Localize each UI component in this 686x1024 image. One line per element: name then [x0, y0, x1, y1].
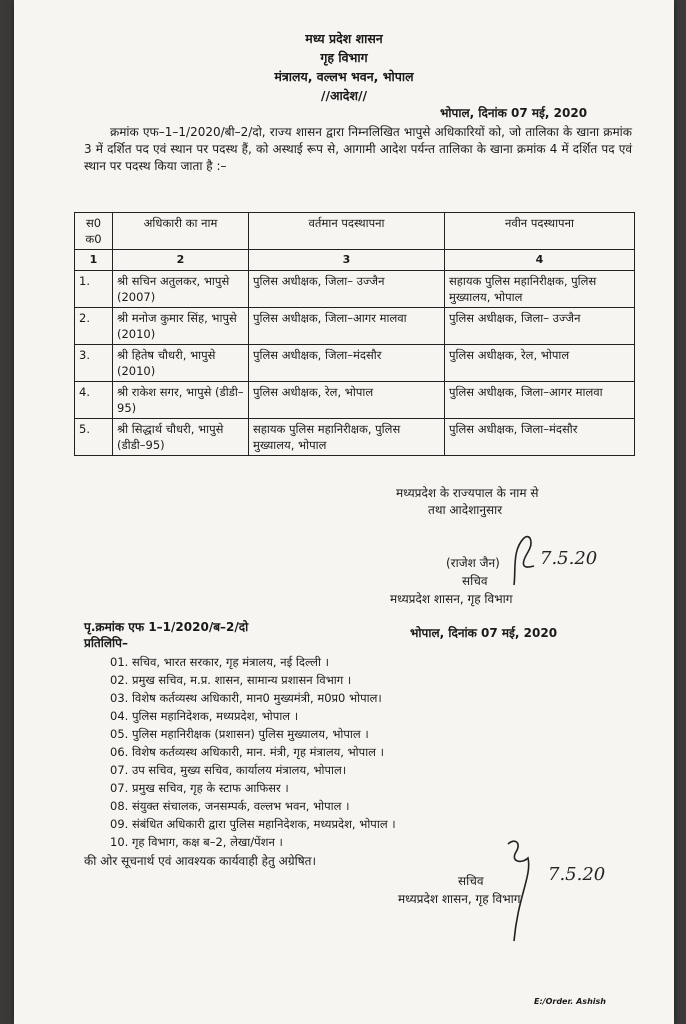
- column-header-name: अधिकारी का नाम: [113, 213, 249, 250]
- signature-date: 7.5.20: [548, 864, 606, 885]
- copy-title: प्रतिलिपि–: [84, 636, 128, 650]
- order-paragraph: क्रमांक एफ–1–1/2020/बी–2/दो, राज्य शासन द्वारा निम्नलिखित भापुसे अधिकारियों को, जो तालिका के खाना क्रमांक 3 में दर्शित पद एवं स्थान पर पदस्थ हैं, को अस्थाई रूप से, आगामी आदेश पर्यन्त तालिका के खाना क्रमांक 4 में दर्शित पद एवं स्थान पर पदस्थ किया जाता है :–: [84, 125, 632, 173]
- cell-name: श्री राकेश सगर, भापुसे (डीडी–95): [113, 382, 249, 419]
- copy-date: भोपाल, दिनांक 07 मई, 2020: [410, 626, 558, 640]
- signatory-department: मध्यप्रदेश शासन, गृह विभाग: [398, 892, 521, 906]
- table-row: [75, 345, 635, 382]
- document-page: [14, 0, 674, 1024]
- list-item: 06. विशेष कर्तव्यस्थ अधिकारी, मान. मंत्री, गृह मंत्रालय, भोपाल ।: [110, 745, 384, 759]
- cell-sno: 3.: [75, 345, 113, 382]
- table-row: [75, 382, 635, 419]
- header-address: मंत्रालय, वल्लभ भवन, भोपाल: [274, 69, 414, 84]
- table-header-row: [75, 213, 635, 250]
- copy-closing: की ओर सूचनार्थ एवं आवश्यक कार्यवाही हेतु अग्रेषित।: [84, 854, 317, 868]
- cell-current: पुलिस अधीक्षक, रेल, भोपाल: [249, 382, 445, 419]
- cell-name: श्री मनोज कुमार सिंह, भापुसे (2010): [113, 308, 249, 345]
- cell-new: पुलिस अधीक्षक, जिला–आगर मालवा: [445, 382, 635, 419]
- cell-new: सहायक पुलिस महानिरीक्षक, पुलिस मुख्यालय, भोपाल: [445, 271, 635, 308]
- list-item: 02. प्रमुख सचिव, म.प्र. शासन, सामान्य प्रशासन विभाग ।: [110, 673, 352, 687]
- table-column-number-row: [75, 250, 635, 271]
- cell-name: श्री सचिन अतुलकर, भापुसे (2007): [113, 271, 249, 308]
- table-row: [75, 271, 635, 308]
- file-reference-tag: E:/Order. Ashish: [534, 997, 606, 1006]
- cell-current: पुलिस अधीक्षक, जिला– उज्जैन: [249, 271, 445, 308]
- cell-sno: 4.: [75, 382, 113, 419]
- list-item: 10. गृह विभाग, कक्ष ब–2, लेखा/पेंशन ।: [110, 835, 283, 849]
- cell-sno: 1.: [75, 271, 113, 308]
- table-row: [75, 308, 635, 345]
- cell-sno: 2.: [75, 308, 113, 345]
- column-header-new: नवीन पदस्थापना: [445, 213, 635, 250]
- cell-name: श्री हितेष चौधरी, भापुसे (2010): [113, 345, 249, 382]
- header-government: मध्य प्रदेश शासन: [305, 31, 383, 46]
- column-number: 1: [75, 250, 113, 271]
- list-item: 03. विशेष कर्तव्यस्थ अधिकारी, मान0 मुख्यमंत्री, म0प्र0 भोपाल।: [110, 691, 382, 705]
- list-item: 08. संयुक्त संचालक, जनसम्पर्क, वल्लभ भवन, भोपाल ।: [110, 799, 350, 813]
- authority-line-2: तथा आदेशानुसार: [428, 503, 503, 517]
- signature-date: 7.5.20: [540, 548, 598, 569]
- list-item: 04. पुलिस महानिदेशक, मध्यप्रदेश, भोपाल ।: [110, 709, 299, 723]
- cell-new: पुलिस अधीक्षक, रेल, भोपाल: [445, 345, 635, 382]
- order-date: भोपाल, दिनांक 07 मई, 2020: [440, 106, 588, 120]
- column-number: 2: [113, 250, 249, 271]
- posting-table: [74, 212, 635, 456]
- cell-new: पुलिस अधीक्षक, जिला– उज्जैन: [445, 308, 635, 345]
- cell-sno: 5.: [75, 419, 113, 456]
- authority-line-1: मध्यप्रदेश के राज्यपाल के नाम से: [396, 486, 539, 500]
- list-item: 05. पुलिस महानिरीक्षक (प्रशासन) पुलिस मुख्यालय, भोपाल ।: [110, 727, 369, 741]
- signatory-department: मध्यप्रदेश शासन, गृह विभाग: [390, 592, 513, 606]
- copy-reference: पृ.क्रमांक एफ 1–1/2020/ब–2/दो: [84, 620, 249, 634]
- column-number: 4: [445, 250, 635, 271]
- cell-current: पुलिस अधीक्षक, जिला–मंदसौर: [249, 345, 445, 382]
- cell-current: सहायक पुलिस महानिरीक्षक, पुलिस मुख्यालय, भोपाल: [249, 419, 445, 456]
- table-row: [75, 419, 635, 456]
- signatory-name: (राजेश जैन): [446, 556, 500, 570]
- list-item: 07. उप सचिव, मुख्य सचिव, कार्यालय मंत्रालय, भोपाल।: [110, 763, 347, 777]
- header-order-title: //आदेश//: [320, 88, 368, 103]
- list-item: 07. प्रमुख सचिव, गृह के स्टाफ आफिसर ।: [110, 781, 289, 795]
- list-item: 09. संबंधित अधिकारी द्वारा पुलिस महानिदेशक, मध्यप्रदेश, भोपाल ।: [110, 817, 396, 831]
- cell-new: पुलिस अधीक्षक, जिला–मंदसौर: [445, 419, 635, 456]
- header-department: गृह विभाग: [320, 50, 368, 65]
- column-header-sno: स0 क0: [75, 213, 113, 250]
- column-number: 3: [249, 250, 445, 271]
- signatory-designation: सचिव: [458, 874, 484, 888]
- list-item: 01. सचिव, भारत सरकार, गृह मंत्रालय, नई दिल्ली ।: [110, 655, 329, 669]
- signatory-designation: सचिव: [462, 574, 488, 588]
- cell-current: पुलिस अधीक्षक, जिला–आगर मालवा: [249, 308, 445, 345]
- cell-name: श्री सिद्धार्थ चौधरी, भापुसे (डीडी–95): [113, 419, 249, 456]
- column-header-current: वर्तमान पदस्थापना: [249, 213, 445, 250]
